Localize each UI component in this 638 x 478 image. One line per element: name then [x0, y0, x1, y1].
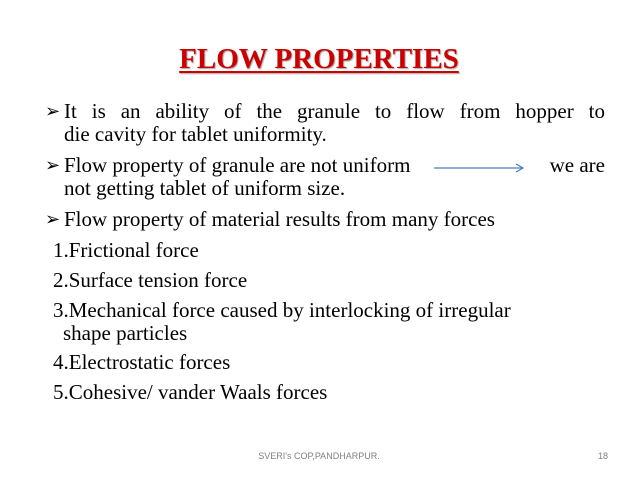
numbered-item-text: 3.Mechanical force caused by interlocking of irregular [53, 298, 511, 322]
numbered-item-text: 4.Electrostatic forces [53, 350, 231, 374]
numbered-item-4 [45, 351, 605, 374]
bullet-2-line-1 [64, 154, 605, 177]
bullet-2-line-1-right: we are [549, 153, 605, 177]
numbered-item-3 [45, 299, 605, 345]
numbered-item-continuation: shape particles [63, 321, 188, 345]
numbered-item-1 [45, 239, 605, 262]
bullet-arrow-icon: ➢ [45, 101, 61, 121]
right-arrow-icon [434, 162, 526, 174]
slide-title: FLOW PROPERTIES [179, 43, 459, 75]
bullet-item-1 [45, 100, 605, 146]
numbered-item-text: 5.Cohesive/ vander Waals forces [53, 380, 328, 404]
slide-footer: SVERI's COP,PANDHARPUR. [258, 451, 380, 461]
bullet-arrow-icon: ➢ [45, 209, 61, 229]
bullet-1-line-1: It is an ability of the granule to flow from hopper to [64, 99, 605, 123]
bullet-arrow-icon: ➢ [45, 155, 61, 175]
numbered-item-text: 2.Surface tension force [53, 268, 248, 292]
bullet-3-line-1: Flow property of material results from many forces [64, 207, 495, 231]
slide-content [45, 100, 605, 411]
bullet-1-line-2: die cavity for tablet uniformity. [64, 122, 327, 146]
bullet-2-line-2: not getting tablet of uniform size. [64, 176, 346, 200]
numbered-item-5 [45, 381, 605, 404]
bullet-2-line-1-left: Flow property of granule are not uniform [64, 153, 411, 177]
numbered-item-2 [45, 269, 605, 292]
bullet-item-2 [45, 154, 605, 200]
bullet-item-3 [45, 208, 605, 231]
numbered-item-text: 1.Frictional force [53, 238, 199, 262]
page-number: 18 [597, 451, 608, 461]
